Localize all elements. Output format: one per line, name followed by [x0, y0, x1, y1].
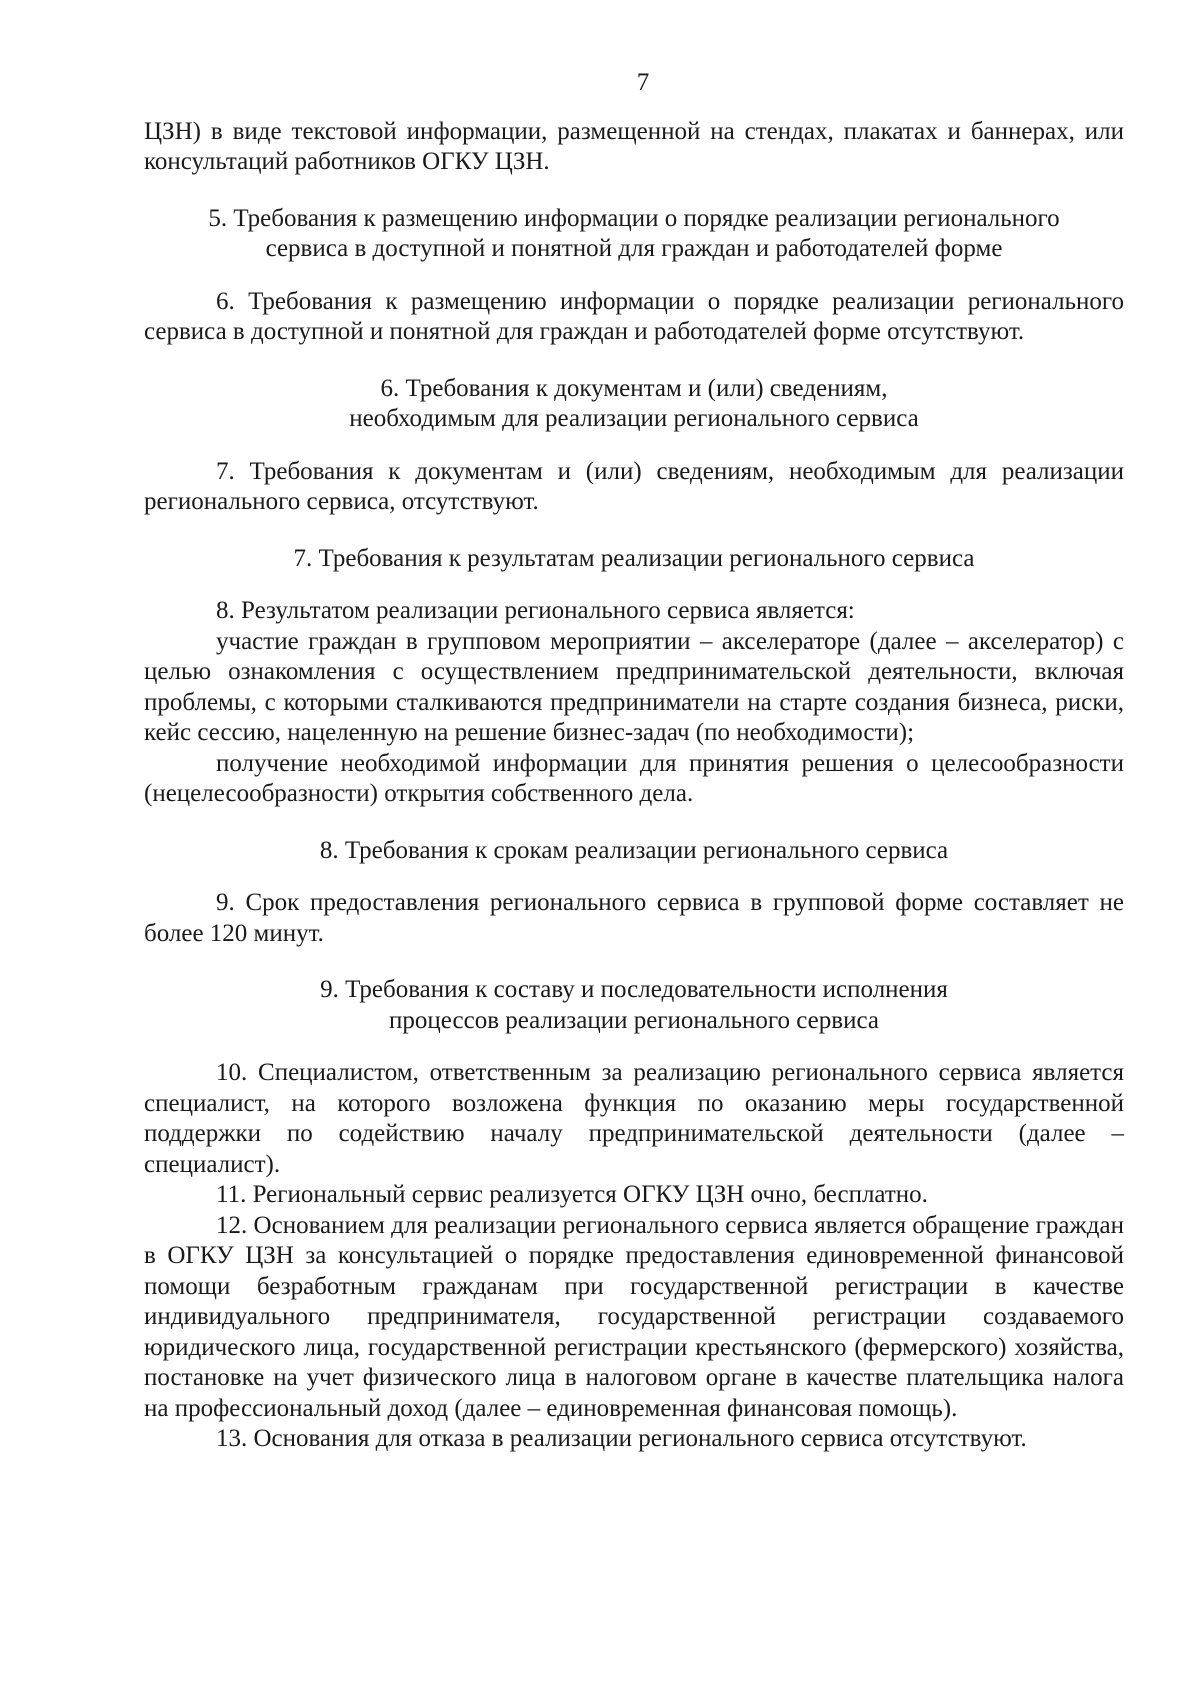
- paragraph-11: 11. Региональный сервис реализуется ОГКУ ЦЗН очно, бесплатно.: [216, 1181, 928, 1208]
- section-heading-8: [144, 836, 1124, 867]
- heading-line: 7. Требования к результатам реализации регионального сервиса: [293, 544, 975, 572]
- heading-line: 5. Требования к размещению информации о порядке реализации регионального: [208, 204, 1060, 232]
- page-number: 7: [636, 69, 650, 96]
- heading-line: необходимым для реализации регионального сервиса: [349, 405, 919, 432]
- section-heading-9: [144, 975, 1124, 1036]
- paragraph-10: 10. Специалистом, ответственным за реализацию регионального сервиса является специалист, на которого возложена функция по оказанию меры государственной поддержки по содействию началу предпринимательской деятельности (далее – специалист).: [144, 1059, 1124, 1178]
- paragraph-9: 9. Срок предоставления регионального сервиса в групповой форме составляет не более 120 минут.: [144, 889, 1124, 947]
- section-heading-7: [144, 544, 1124, 575]
- paragraph-6: 6. Требования к размещению информации о порядке реализации регионального сервиса в доступной и понятной для граждан и работодателей форме отсутствуют.: [144, 287, 1124, 345]
- section-heading-6: [144, 374, 1124, 435]
- paragraph-8: 8. Результатом реализации регионального сервиса является:: [216, 597, 855, 624]
- heading-line: 9. Требования к составу и последовательности исполнения: [320, 976, 948, 1003]
- heading-line: 8. Требования к срокам реализации регионального сервиса: [319, 836, 949, 864]
- paragraph-8-item-b: получение необходимой информации для принятия решения о целесообразности (нецелесообразности) открытия собственного дела.: [144, 749, 1124, 807]
- section-heading-5: [144, 204, 1124, 265]
- heading-line: процессов реализации регионального сервиса: [389, 1006, 879, 1034]
- heading-line: сервиса в доступной и понятной для граждан и работодателей форме: [265, 235, 1003, 262]
- paragraph-13: 13. Основания для отказа в реализации регионального сервиса отсутствуют.: [216, 1425, 1027, 1452]
- paragraph-8-item-a: участие граждан в групповом мероприятии – акселераторе (далее – акселератор) с целью ознакомления с осуществлением предпринимательской деятельности, включая проблемы, с которыми сталкиваются предприниматели на старте создания бизнеса, риски, кейс сессию, нацеленную на решение бизнес-задач (по необходимости);: [144, 627, 1124, 746]
- paragraph-continuation: ЦЗН) в виде текстовой информации, размещенной на стендах, плакатах и баннерах, или консультаций работников ОГКУ ЦЗН.: [144, 117, 1124, 175]
- paragraph-12: 12. Основанием для реализации регионального сервиса является обращение граждан в ОГКУ ЦЗН за консультацией о порядке предоставления единовременной финансовой помощи безработным гражданам при государственной регистрации в качестве индивидуального предпринимателя, государственной регистрации создаваемого юридического лица, государственной регистрации крестьянского (фермерского) хозяйства, постановке на учет физического лица в налоговом органе в качестве плательщика налога на профессиональный доход (далее – единовременная финансовая помощь).: [144, 1211, 1124, 1422]
- heading-line: 6. Требования к документам и (или) сведениям,: [380, 374, 888, 402]
- paragraph-7: 7. Требования к документам и (или) сведениям, необходимым для реализации регионального сервиса, отсутствуют.: [144, 457, 1124, 515]
